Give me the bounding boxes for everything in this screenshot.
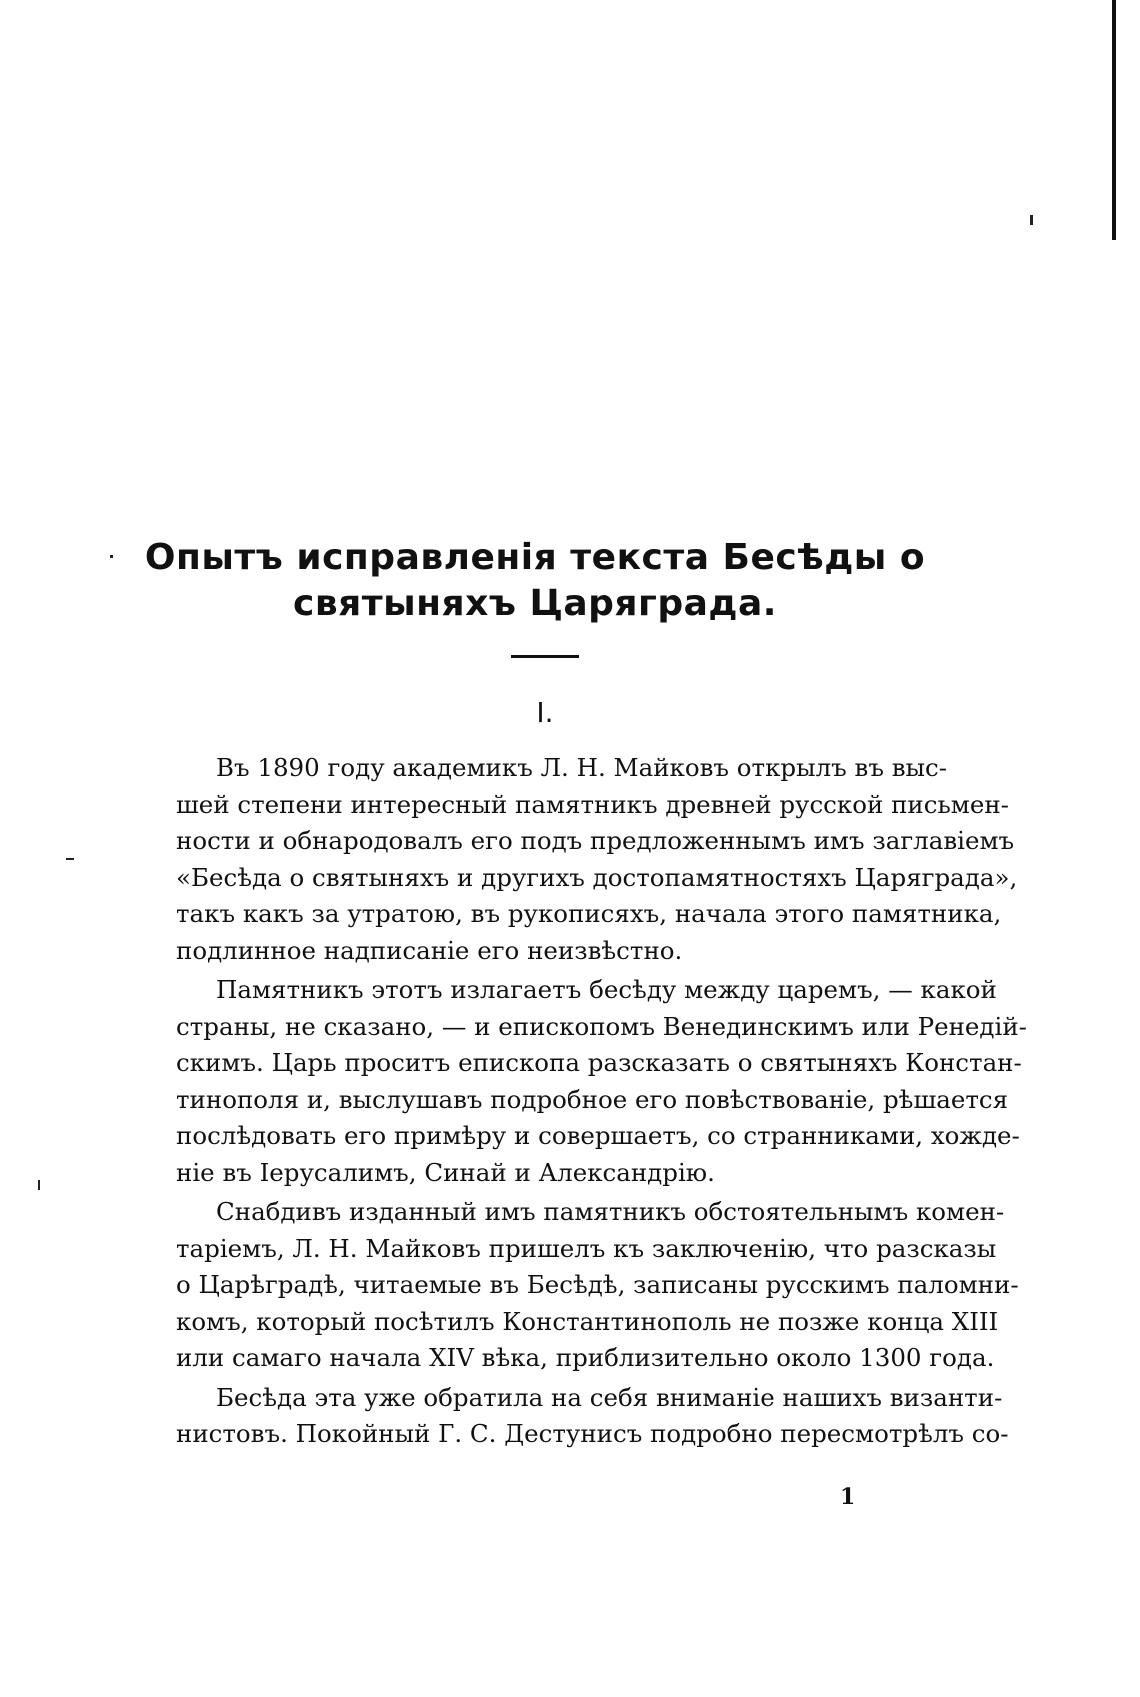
text-line: Памятникъ этотъ излагаетъ бесѣду между царемъ, — какой	[216, 975, 997, 1004]
text-line: комъ, который посѣтилъ Константинополь не позже конца XIII	[176, 1306, 999, 1336]
scan-speck	[38, 1180, 40, 1190]
paragraph	[176, 750, 1018, 969]
text-line: тинополя и, выслушавъ подробное его повѣствованіе, рѣшается	[176, 1084, 1009, 1114]
paragraph	[176, 1380, 1009, 1453]
paragraph	[176, 972, 1027, 1191]
text-line: Въ 1890 году академикъ Л. Н. Майковъ открылъ въ выс-	[216, 753, 947, 782]
text-line: скимъ. Царь проситъ епископа разсказать о святыняхъ Констан-	[176, 1048, 1022, 1077]
scan-speck	[66, 858, 74, 860]
text-line: о Царѣградѣ, читаемые въ Бесѣдѣ, записаны русскимъ паломни-	[176, 1270, 1019, 1299]
text-line: «Бесѣда о святыняхъ и другихъ достопамятностяхъ Царяграда»,	[176, 862, 1018, 892]
text-line: подлинное надписаніе его неизвѣстно.	[176, 935, 683, 965]
article-title	[140, 535, 930, 627]
text-line: Бесѣда эта уже обратила на себя вниманіе нашихъ византи-	[216, 1382, 1003, 1412]
text-line: таріемъ, Л. Н. Майковъ пришелъ къ заключенію, что разсказы	[176, 1233, 997, 1263]
text-line: ности и обнародовалъ его подъ предложеннымъ имъ заглавіемъ	[176, 826, 1015, 855]
scan-speck	[1030, 215, 1033, 225]
body-text	[176, 750, 1027, 1453]
text-line: нистовъ. Покойный Г. С. Дестунисъ подробно пересмотрѣлъ со-	[176, 1419, 1009, 1448]
title-divider	[511, 655, 579, 658]
title-line-2: святыняхъ Царяграда.	[293, 583, 777, 624]
text-line: ніе въ Іерусалимъ, Синай и Александрію.	[176, 1157, 715, 1187]
section-number: I.	[536, 696, 554, 729]
text-line: или самаго начала XIV вѣка, приблизительно около 1300 года.	[176, 1343, 995, 1372]
paragraph	[176, 1194, 1019, 1377]
text-line: Снабдивъ изданный имъ памятникъ обстоятельнымъ комен-	[216, 1197, 1005, 1226]
text-line: послѣдовать его примѣру и совершаетъ, со странниками, хожде-	[176, 1121, 1020, 1150]
text-line: такъ какъ за утратою, въ рукописяхъ, начала этого памятника,	[176, 899, 1002, 928]
text-line: страны, не сказано, — и епископомъ Венединскимъ или Ренедій-	[176, 1011, 1027, 1041]
scan-edge-mark	[1112, 0, 1116, 240]
scan-speck	[110, 555, 113, 558]
text-line: шей степени интересный памятникъ древней русской письмен-	[176, 789, 1009, 819]
page-number: 1	[840, 1484, 856, 1510]
title-line-1: Опытъ исправленія текста Бесѣды о	[144, 537, 926, 578]
